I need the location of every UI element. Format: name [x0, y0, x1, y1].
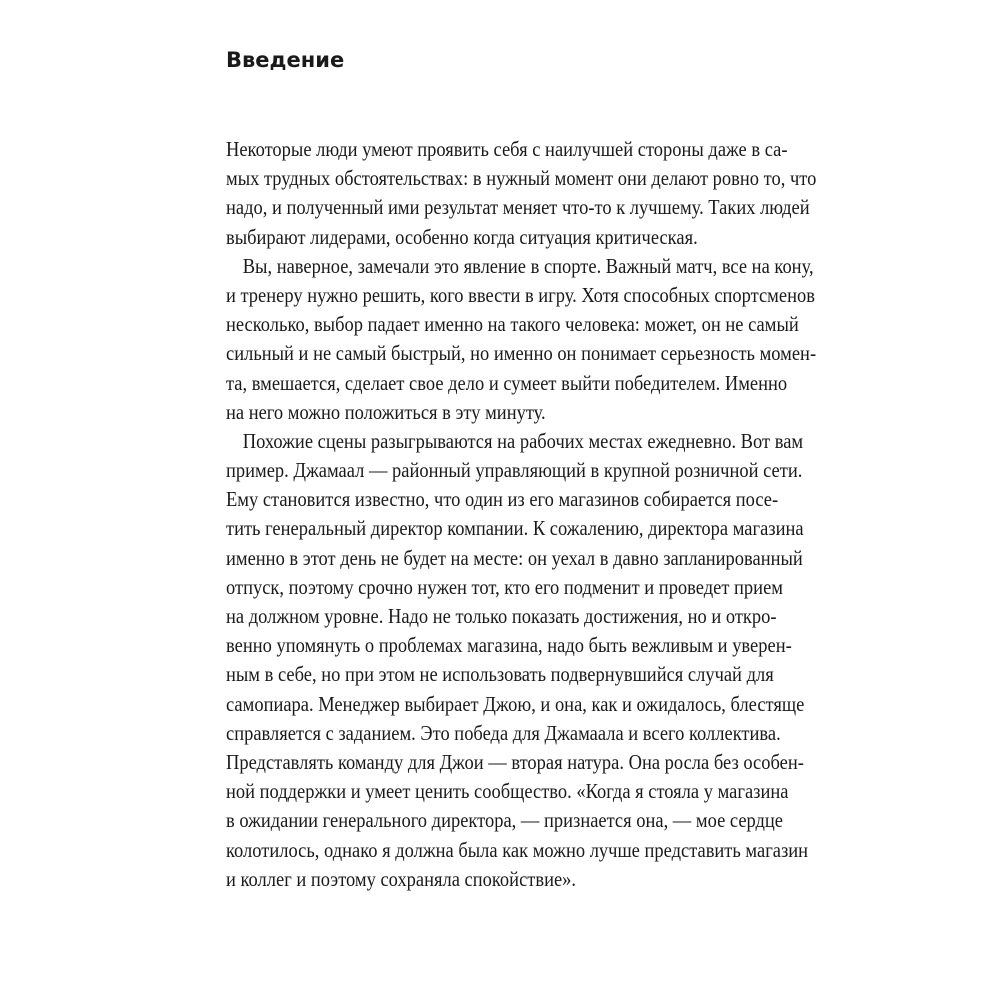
text-line: колотилось, однако я должна была как можно лучше представить магазин — [226, 837, 809, 862]
text-line: именно в этот день не будет на месте: он уехал в давно запланированный — [226, 545, 803, 570]
text-line: венно упомянуть о проблемах магазина, надо быть вежливым и уверен- — [226, 633, 792, 658]
text-line: несколько, выбор падает именно на такого человека: может, он не самый — [226, 312, 799, 337]
text-line: выбирают лидерами, особенно когда ситуация критическая. — [226, 224, 698, 249]
text-line: тить генеральный директор компании. К сожалению, директора магазина — [226, 516, 804, 541]
text-line: мых трудных обстоятельствах: в нужный момент они делают ровно то, что — [226, 166, 817, 191]
text-line: та, вмешается, сделает свое дело и сумеет выйти победителем. Именно — [226, 370, 788, 395]
text-line: на должном уровне. Надо не только показать достижения, но и откро- — [226, 604, 777, 628]
text-line: пример. Джамаал — районный управляющий в крупной розничной сети. — [226, 458, 803, 483]
text-line: ной поддержки и умеет ценить сообщество. «Когда я стояла у магазина — [226, 779, 789, 804]
text-line: Представлять команду для Джои — вторая натура. Она росла без особен- — [226, 749, 804, 774]
text-line: справляется с заданием. Это победа для Джамаала и всего коллектива. — [226, 720, 781, 745]
text-line: самопиара. Менеджер выбирает Джою, и она, как и ожидалось, блестяще — [226, 691, 805, 716]
text-line: ным в себе, но при этом не использовать подвернувшийся случай для — [226, 662, 774, 687]
text-line: надо, и полученный ими результат меняет что-то к лучшему. Таких людей — [226, 195, 810, 220]
text-line: в ожидании генерального директора, — признается она, — мое сердце — [226, 808, 784, 833]
text-line: на него можно положиться в эту минуту. — [226, 399, 546, 424]
text-line-paragraph-start: Вы, наверное, замечали это явление в спорте. Важный матч, все на кону, — [242, 253, 814, 278]
text-line-paragraph-start: Похожие сцены разыгрываются на рабочих местах ежедневно. Вот вам — [242, 428, 804, 453]
text-line: отпуск, поэтому срочно нужен тот, кто его подменит и проведет прием — [226, 574, 783, 599]
text-line: Некоторые люди умеют проявить себя с наилучшей стороны даже в са- — [226, 137, 788, 161]
text-line: и коллег и поэтому сохраняла спокойствие». — [226, 866, 577, 891]
chapter-heading: Введение — [226, 48, 345, 72]
text-line: сильный и не самый быстрый, но именно он понимает серьезность момен- — [226, 341, 817, 366]
body-text — [226, 135, 817, 894]
text-line: и тренеру нужно решить, кого ввести в игру. Хотя способных спортсменов — [226, 282, 815, 307]
text-line: Ему становится известно, что один из его магазинов собирается посе- — [226, 487, 779, 512]
